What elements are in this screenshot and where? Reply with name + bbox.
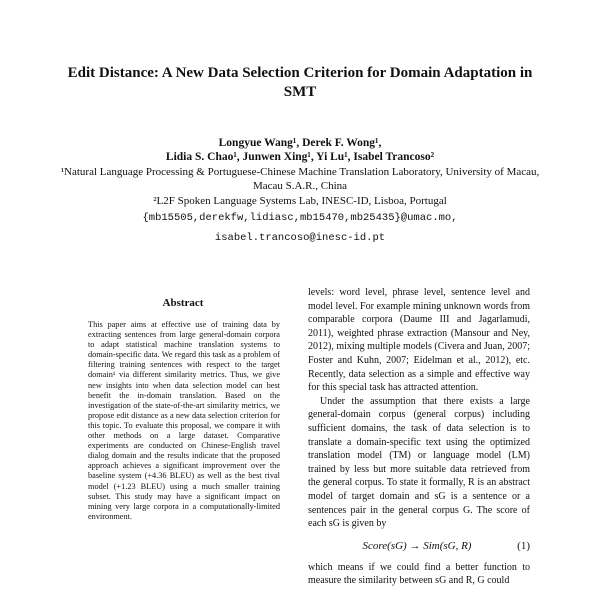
paper-title: Edit Distance: A New Data Selection Criterion for Domain Adaptation in SMT	[67, 65, 533, 100]
affiliation-2: ²L2F Spoken Language Systems Lab, INESC-ID, Lisboa, Portugal	[153, 195, 447, 207]
equation-1	[308, 535, 530, 559]
equation-expression: Score(sG) → Sim(sG, R)	[362, 539, 472, 552]
affiliation-1: ¹Natural Language Processing & Portuguese-Chinese Machine Translation Laboratory, University of Macau, Macau S.A.R., China	[60, 166, 540, 192]
equation-number: (1)	[517, 539, 530, 552]
paragraph-assumption: Under the assumption that there exists a large general-domain corpus (general corpus) including sufficient domains, the task of data selection is to translate a domain-specific text using the optimized translation model (TM) or language model (LM) trained by less but more suitable data retrieved from the general corpus. To state it formally, R is an abstract model of target domain and sG is a sentence or a sentences pair in the general corpus G. The score of each sG is given by	[308, 395, 530, 530]
paragraph-continuation: which means if we could find a better function to measure the similarity between sG and R, G could	[308, 561, 530, 587]
email-line-1: {mb15505,derekfw,lidiasc,mb15470,mb25435}@umac.mo,	[142, 212, 458, 224]
author-list	[60, 136, 540, 164]
email-line-2: isabel.trancoso@inesc-id.pt	[214, 232, 386, 244]
abstract-text: This paper aims at effective use of training data by extracting sentences from large general-domain corpora to adapt statistical machine translation systems to domain-specific data. We regard this task as a problem of filtering training sentences with respect to the target domain¹ via different similarity metrics. Thus, we give new insights into when data selection model can best benefit the in-domain translation. Based on the investigation of the state-of-the-art similarity metrics, we propose edit distance as a new data selection criterion for this topic. To evaluate this proposal, we compare it with other methods on a large dataset. Comparative experiments are conducted on Chinese-English travel dialog domain and the results indicate that the proposed approach achieves a significant improvement over the baseline system (+4.36 BLEU) as well as the best rival model (+1.23 BLEU) using a much smaller training subset. This study may have a significant impact on mining very large corpora in a computationally-limited environment.	[88, 320, 280, 521]
author-line-2: Lidia S. Chao¹, Junwen Xing¹, Yi Lu¹, Isabel Trancoso²	[165, 151, 435, 163]
author-emails	[80, 208, 520, 248]
abstract-heading: Abstract	[162, 297, 204, 309]
right-column	[308, 286, 530, 588]
paragraph-levels: levels: word level, phrase level, sentence level and model level. For example mining unknown words from comparable corpora (Daume III and Jagarlamudi, 2011), weighted phrase extraction (Mansour and Ney, 2012), mixing multiple models (Civera and Juan, 2007; Foster and Kuhn, 2007; Eidelman et al., 2012), etc. Recently, data selection as a simple and effective way for this special task has attracted attention.	[308, 287, 530, 394]
author-line-1: Longyue Wang¹, Derek F. Wong¹,	[218, 137, 382, 149]
